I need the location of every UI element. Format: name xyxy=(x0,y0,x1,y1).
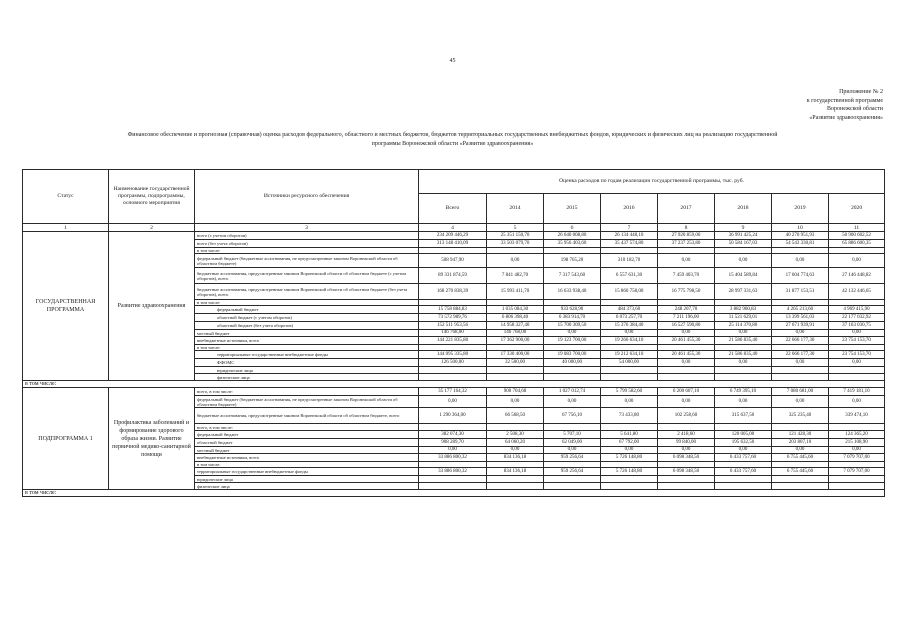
year-value-cell xyxy=(715,367,772,374)
source-cell: в том числе: xyxy=(195,248,419,254)
year-value-cell: 20 461 455,30 xyxy=(658,351,715,359)
source-cell: местный бюджет xyxy=(195,330,419,337)
year-value-cell: 0,00 xyxy=(772,330,829,337)
year-value-cell: 0,00 xyxy=(658,396,715,408)
year-value-cell: 5 641,80 xyxy=(601,431,658,439)
year-value-cell: 15 404 589,84 xyxy=(715,268,772,284)
column-index: 5 xyxy=(487,224,544,232)
year-value-cell: 15 860 758,00 xyxy=(601,284,658,300)
year-value-cell: 6 755 445,60 xyxy=(772,468,829,476)
year-value-cell: 339 474,10 xyxy=(829,408,885,424)
year-value-cell: 5 707,10 xyxy=(544,431,601,439)
title-line-2: программы Воронежской области «Развитие здравоохранения» xyxy=(371,140,534,147)
total-value-cell: 508 947,90 xyxy=(419,254,487,268)
year-value-cell: 36 991 425,24 xyxy=(715,232,772,240)
source-cell: всего (без учета оборотов) xyxy=(195,240,419,248)
year-value-cell: 2 508,30 xyxy=(487,431,544,439)
year-value-cell: 325 235,40 xyxy=(772,408,829,424)
header-year: 2014 xyxy=(487,194,544,224)
status-cell: ГОСУДАРСТВЕННАЯ ПРОГРАММА xyxy=(23,232,109,381)
year-value-cell xyxy=(544,483,601,490)
year-value-cell xyxy=(487,424,544,431)
column-index: 11 xyxy=(829,224,885,232)
column-index-row xyxy=(23,224,885,232)
source-cell: всего (с учетом оборотов) xyxy=(195,232,419,240)
total-value-cell: 89 331 874,59 xyxy=(419,268,487,284)
year-value-cell: 99 840,00 xyxy=(658,439,715,447)
year-value-cell: 0,00 xyxy=(772,359,829,367)
source-cell: юридические лица xyxy=(195,367,419,374)
year-value-cell: 21 586 835,40 xyxy=(715,337,772,345)
year-value-cell: 19 123 700,00 xyxy=(544,337,601,345)
year-value-cell: 0,00 xyxy=(772,396,829,408)
header-year: 2019 xyxy=(772,194,829,224)
year-value-cell: 0,00 xyxy=(829,330,885,337)
year-value-cell: 54 543 330,81 xyxy=(772,240,829,248)
year-value-cell: 62 049,00 xyxy=(544,439,601,447)
year-value-cell: 4 205 213,60 xyxy=(772,306,829,314)
total-value-cell: 126 500,00 xyxy=(419,359,487,367)
year-value-cell xyxy=(658,483,715,490)
total-value-cell xyxy=(419,483,487,490)
year-value-cell: 20 461 455,30 xyxy=(658,337,715,345)
total-value-cell: 144 095 335,80 xyxy=(419,351,487,359)
year-value-cell: 7 419 181,10 xyxy=(829,388,885,396)
source-cell: бюджетные ассигнования, предусмотренные законом Воронежской области об областном бюджете, всего xyxy=(195,408,419,424)
year-value-cell: 0,00 xyxy=(601,330,658,337)
year-value-cell: 15 993 411,70 xyxy=(487,284,544,300)
year-value-cell: 146 768,00 xyxy=(487,330,544,337)
year-value-cell xyxy=(715,424,772,431)
year-value-cell: 16 633 938,40 xyxy=(544,284,601,300)
column-index: 7 xyxy=(601,224,658,232)
total-value-cell: 908 289,70 xyxy=(419,439,487,447)
source-cell: всего, в том числе: xyxy=(195,388,419,396)
year-value-cell: 13 399 561,03 xyxy=(772,314,829,322)
year-value-cell: 27 671 939,91 xyxy=(772,322,829,330)
year-value-cell: 7 079 707,00 xyxy=(829,454,885,462)
year-value-cell: 11 521 629,01 xyxy=(715,314,772,322)
annex-line-1: Приложение № 2 xyxy=(839,89,883,95)
source-cell: бюджетные ассигнования, предусмотренные законом Воронежской области об областном бюджете (с учетом оборотов), всего xyxy=(195,268,419,284)
year-value-cell: 0,00 xyxy=(487,396,544,408)
year-value-cell: 310 182,70 xyxy=(601,254,658,268)
year-value-cell xyxy=(601,483,658,490)
year-value-cell: 0,00 xyxy=(544,447,601,454)
column-index: 3 xyxy=(195,224,419,232)
table-row xyxy=(23,388,885,396)
header-year: 2020 xyxy=(829,194,885,224)
year-value-cell: 0,00 xyxy=(715,359,772,367)
total-value-cell: 144 221 835,80 xyxy=(419,337,487,345)
year-value-cell: 215 108,90 xyxy=(829,439,885,447)
source-cell: внебюджетные источники, всего xyxy=(195,337,419,345)
year-value-cell: 0,00 xyxy=(829,447,885,454)
year-value-cell: 5 726 148,80 xyxy=(601,454,658,462)
source-cell: местный бюджет xyxy=(195,447,419,454)
year-value-cell: 33 503 079,70 xyxy=(487,240,544,248)
column-index: 4 xyxy=(419,224,487,232)
year-value-cell xyxy=(772,374,829,381)
year-value-cell xyxy=(658,367,715,374)
source-cell: территориальные государственные внебюджетные фонды xyxy=(195,468,419,476)
year-value-cell: 42 132 446,65 xyxy=(829,284,885,300)
year-value-cell xyxy=(544,367,601,374)
year-value-cell: 6 383 914,70 xyxy=(544,314,601,322)
year-value-cell: 22 666 177,30 xyxy=(772,337,829,345)
year-value-cell: 25 114 370,80 xyxy=(715,322,772,330)
year-value-cell: 22 177 032,92 xyxy=(829,314,885,322)
year-value-cell xyxy=(601,367,658,374)
source-cell: федеральный бюджет (бюджетные ассигнования, не предусмотренные законом Воронежской области об областном бюджете) xyxy=(195,254,419,268)
year-value-cell: 248 207,70 xyxy=(658,306,715,314)
year-value-cell: 6 098 348,50 xyxy=(658,454,715,462)
in-that-number-row: в том числе: xyxy=(23,490,885,497)
total-value-cell: 1 290 364,00 xyxy=(419,408,487,424)
year-value-cell xyxy=(772,424,829,431)
year-value-cell: 900 704,68 xyxy=(487,388,544,396)
source-cell: физические лица xyxy=(195,374,419,381)
year-value-cell: 203 807,10 xyxy=(772,439,829,447)
year-value-cell: 6 200 607,10 xyxy=(658,388,715,396)
total-value-cell: 33 886 800,32 xyxy=(419,468,487,476)
year-value-cell: 27 146 448,82 xyxy=(829,268,885,284)
year-value-cell: 7 079 707,00 xyxy=(829,468,885,476)
year-value-cell: 0,00 xyxy=(658,254,715,268)
annex-line-3: Воронежской области xyxy=(827,106,883,112)
year-value-cell: 959 256,64 xyxy=(544,454,601,462)
year-value-cell: 16 527 590,80 xyxy=(658,322,715,330)
year-value-cell: 0,00 xyxy=(772,254,829,268)
total-value-cell: 15 758 884,83 xyxy=(419,306,487,314)
source-cell: юридические лица xyxy=(195,476,419,483)
source-cell: областной бюджет (без учета оборотов) xyxy=(195,322,419,330)
year-value-cell xyxy=(772,483,829,490)
header-year: 2017 xyxy=(658,194,715,224)
year-value-cell xyxy=(544,476,601,483)
year-value-cell xyxy=(487,367,544,374)
source-cell: в том числе: xyxy=(195,300,419,306)
total-value-cell: 168 270 838,39 xyxy=(419,284,487,300)
year-value-cell: 0,00 xyxy=(658,359,715,367)
document-title xyxy=(20,131,885,148)
year-value-cell: 19 083 700,00 xyxy=(544,351,601,359)
year-value-cell: 6 806 398,40 xyxy=(487,314,544,322)
source-cell: территориальные государственные внебюджетные фонды xyxy=(195,351,419,359)
year-value-cell: 120 005,00 xyxy=(715,431,772,439)
year-value-cell: 17 604 774,63 xyxy=(772,268,829,284)
year-value-cell: 26 134 448,10 xyxy=(601,232,658,240)
source-cell: областной бюджет xyxy=(195,439,419,447)
year-value-cell xyxy=(601,476,658,483)
total-value-cell: 33 886 800,32 xyxy=(419,454,487,462)
year-value-cell xyxy=(772,476,829,483)
annex-line-2: к государственной программе xyxy=(806,97,883,104)
year-value-cell: 0,00 xyxy=(544,396,601,408)
program-name-cell: Профилактика заболеваний и формирование здорового образа жизни. Развитие первичной медико-санитарной помощи xyxy=(109,388,195,490)
year-value-cell: 0,00 xyxy=(487,254,544,268)
year-value-cell: 0,00 xyxy=(601,396,658,408)
annex-header xyxy=(807,88,883,122)
year-value-cell: 7 841 482,70 xyxy=(487,268,544,284)
source-cell: федеральный бюджет xyxy=(195,431,419,439)
total-value-cell: 0,00 xyxy=(419,447,487,454)
source-cell: в том числе: xyxy=(195,345,419,351)
header-estimate: Оценка расходов по годам реализации государственной программы, тыс. руб. xyxy=(419,170,885,194)
in-that-number-row: в том числе: xyxy=(23,381,885,388)
year-value-cell: 0,00 xyxy=(658,330,715,337)
year-value-cell xyxy=(601,424,658,431)
year-value-cell: 6 433 757,60 xyxy=(715,454,772,462)
year-value-cell xyxy=(658,424,715,431)
year-value-cell: 0,00 xyxy=(487,447,544,454)
year-value-cell: 27 920 859,00 xyxy=(658,232,715,240)
total-value-cell: 73 572 989,76 xyxy=(419,314,487,322)
year-value-cell: 35 437 574,80 xyxy=(601,240,658,248)
year-value-cell: 0,00 xyxy=(829,396,885,408)
source-cell: всего, в том числе: xyxy=(195,424,419,431)
year-value-cell: 1 035 084,30 xyxy=(487,306,544,314)
year-value-cell: 17 362 900,00 xyxy=(487,337,544,345)
year-value-cell xyxy=(544,424,601,431)
title-line-1: Финансовое обеспечение и прогнозная (справочная) оценка расходов федерального, областного и местных бюджетов, бюджетов территориальных государственных внебюджетных фондов, юридических и физических лиц на реализацию государственной xyxy=(127,132,778,138)
table-row xyxy=(23,232,885,240)
year-value-cell xyxy=(715,483,772,490)
year-value-cell: 7 459 403,70 xyxy=(658,268,715,284)
total-value-cell: 313 148 410,09 xyxy=(419,240,487,248)
source-cell: внебюджетные источники, всего xyxy=(195,454,419,462)
year-value-cell: 15 700 309,50 xyxy=(544,322,601,330)
year-value-cell: 31 877 153,51 xyxy=(772,284,829,300)
program-name-cell: Развитие здравоохранения xyxy=(109,232,195,381)
total-value-cell xyxy=(419,424,487,431)
source-cell: в том числе: xyxy=(195,462,419,468)
column-index: 1 xyxy=(23,224,109,232)
year-value-cell: 0,00 xyxy=(772,447,829,454)
year-value-cell: 54 000,00 xyxy=(601,359,658,367)
year-value-cell xyxy=(601,374,658,381)
total-value-cell: 0,00 xyxy=(419,396,487,408)
year-value-cell: 6 749 395,10 xyxy=(715,388,772,396)
header-year: 2016 xyxy=(601,194,658,224)
year-value-cell: 0,00 xyxy=(544,330,601,337)
year-value-cell: 40 270 951,93 xyxy=(772,232,829,240)
year-value-cell: 25 351 150,70 xyxy=(487,232,544,240)
year-value-cell: 0,00 xyxy=(715,254,772,268)
year-value-cell: 102 258,60 xyxy=(658,408,715,424)
total-value-cell: 382 074,30 xyxy=(419,431,487,439)
year-value-cell: 17 330 400,00 xyxy=(487,351,544,359)
year-value-cell: 22 666 177,30 xyxy=(772,351,829,359)
total-value-cell: 146 768,00 xyxy=(419,330,487,337)
total-value-cell: 35 177 164,32 xyxy=(419,388,487,396)
year-value-cell xyxy=(715,374,772,381)
year-value-cell: 198 765,20 xyxy=(544,254,601,268)
year-value-cell: 65 886 600,35 xyxy=(829,240,885,248)
year-value-cell: 35 956 403,60 xyxy=(544,240,601,248)
column-index: 6 xyxy=(544,224,601,232)
total-value-cell xyxy=(419,367,487,374)
year-value-cell: 23 754 153,70 xyxy=(829,337,885,345)
annex-line-4: «Развитие здравоохранения» xyxy=(809,114,883,121)
source-cell: бюджетные ассигнования, предусмотренные законом Воронежской области об областном бюджете (без учета оборотов), всего xyxy=(195,284,419,300)
year-value-cell xyxy=(487,374,544,381)
financing-table xyxy=(22,169,885,497)
year-value-cell: 14 958 327,40 xyxy=(487,322,544,330)
year-value-cell: 1 027 012,74 xyxy=(544,388,601,396)
year-value-cell: 7 317 543,60 xyxy=(544,268,601,284)
year-value-cell: 26 640 008,80 xyxy=(544,232,601,240)
header-status: Статус xyxy=(23,170,109,224)
year-value-cell: 0,00 xyxy=(601,447,658,454)
year-value-cell: 6 557 631,30 xyxy=(601,268,658,284)
year-value-cell: 23 754 153,70 xyxy=(829,351,885,359)
column-index: 10 xyxy=(772,224,829,232)
year-value-cell: 67 756,10 xyxy=(544,408,601,424)
year-value-cell xyxy=(829,424,885,431)
year-value-cell xyxy=(658,374,715,381)
year-value-cell: 834 136,18 xyxy=(487,468,544,476)
header-year: 2015 xyxy=(544,194,601,224)
year-value-cell xyxy=(829,367,885,374)
year-value-cell: 6 073 257,70 xyxy=(601,314,658,322)
header-program: Наименование государственной программы, подпрограммы, основного мероприятия xyxy=(109,170,195,224)
source-cell: ФФОМС xyxy=(195,359,419,367)
year-value-cell: 6 433 757,60 xyxy=(715,468,772,476)
year-value-cell: 195 632,50 xyxy=(715,439,772,447)
header-sources: Источники ресурсного обеспечения xyxy=(195,170,419,224)
year-value-cell: 64 060,20 xyxy=(487,439,544,447)
year-value-cell: 5 799 582,60 xyxy=(601,388,658,396)
year-value-cell xyxy=(487,483,544,490)
year-value-cell: 66 568,50 xyxy=(487,408,544,424)
column-index: 8 xyxy=(658,224,715,232)
year-value-cell xyxy=(658,476,715,483)
year-value-cell: 73 433,80 xyxy=(601,408,658,424)
year-value-cell: 6 098 348,50 xyxy=(658,468,715,476)
year-value-cell: 834 136,18 xyxy=(487,454,544,462)
year-value-cell: 50 900 602,52 xyxy=(829,232,885,240)
year-value-cell: 0,00 xyxy=(829,254,885,268)
header-total: Всего xyxy=(419,194,487,224)
page-number: 45 xyxy=(449,58,456,64)
year-value-cell: 37 163 030,75 xyxy=(829,322,885,330)
year-value-cell xyxy=(487,476,544,483)
year-value-cell: 7 080 681,00 xyxy=(772,388,829,396)
subprogram-1-section xyxy=(23,388,885,490)
year-value-cell: 0,00 xyxy=(829,359,885,367)
year-value-cell: 484 373,60 xyxy=(601,306,658,314)
status-cell: ПОДПРОГРАММА 1 xyxy=(23,388,109,490)
year-value-cell: 933 628,90 xyxy=(544,306,601,314)
year-value-cell xyxy=(772,367,829,374)
source-cell: областной бюджет (с учетом оборотов) xyxy=(195,314,419,322)
year-value-cell: 28 997 331,63 xyxy=(715,284,772,300)
year-value-cell xyxy=(715,476,772,483)
year-value-cell: 19 266 634,10 xyxy=(601,337,658,345)
year-value-cell: 32 500,00 xyxy=(487,359,544,367)
year-value-cell: 6 755 445,60 xyxy=(772,454,829,462)
year-value-cell: 5 726 148,80 xyxy=(601,468,658,476)
total-value-cell: 234 209 446,29 xyxy=(419,232,487,240)
year-value-cell: 2 418,60 xyxy=(658,431,715,439)
state-program-section xyxy=(23,232,885,381)
year-value-cell xyxy=(829,476,885,483)
year-value-cell: 67 792,00 xyxy=(601,439,658,447)
year-value-cell: 0,00 xyxy=(715,330,772,337)
year-value-cell xyxy=(829,483,885,490)
year-value-cell: 959 256,64 xyxy=(544,468,601,476)
year-value-cell: 15 376 384,40 xyxy=(601,322,658,330)
year-value-cell: 0,00 xyxy=(658,447,715,454)
year-value-cell: 0,00 xyxy=(715,447,772,454)
year-value-cell: 124 365,20 xyxy=(829,431,885,439)
column-index: 9 xyxy=(715,224,772,232)
year-value-cell: 121 428,30 xyxy=(772,431,829,439)
year-value-cell: 19 212 634,10 xyxy=(601,351,658,359)
year-value-cell xyxy=(544,374,601,381)
year-value-cell: 0,00 xyxy=(715,396,772,408)
year-value-cell: 40 000,00 xyxy=(544,359,601,367)
total-value-cell: 152 511 953,56 xyxy=(419,322,487,330)
year-value-cell xyxy=(829,374,885,381)
year-value-cell: 4 969 415,90 xyxy=(829,306,885,314)
total-value-cell xyxy=(419,476,487,483)
year-value-cell: 37 237 253,80 xyxy=(658,240,715,248)
column-index: 2 xyxy=(109,224,195,232)
year-value-cell: 7 211 196,00 xyxy=(658,314,715,322)
source-cell: федеральный бюджет (бюджетные ассигнования, не предусмотренные законом Воронежской области об областном бюджете) xyxy=(195,396,419,408)
year-value-cell: 3 882 960,83 xyxy=(715,306,772,314)
year-value-cell: 21 586 835,40 xyxy=(715,351,772,359)
year-value-cell: 16 775 798,50 xyxy=(658,284,715,300)
year-value-cell: 315 637,50 xyxy=(715,408,772,424)
total-value-cell xyxy=(419,374,487,381)
year-value-cell: 50 584 167,03 xyxy=(715,240,772,248)
header-year: 2018 xyxy=(715,194,772,224)
source-cell: физические лица xyxy=(195,483,419,490)
source-cell: федеральный бюджет xyxy=(195,306,419,314)
